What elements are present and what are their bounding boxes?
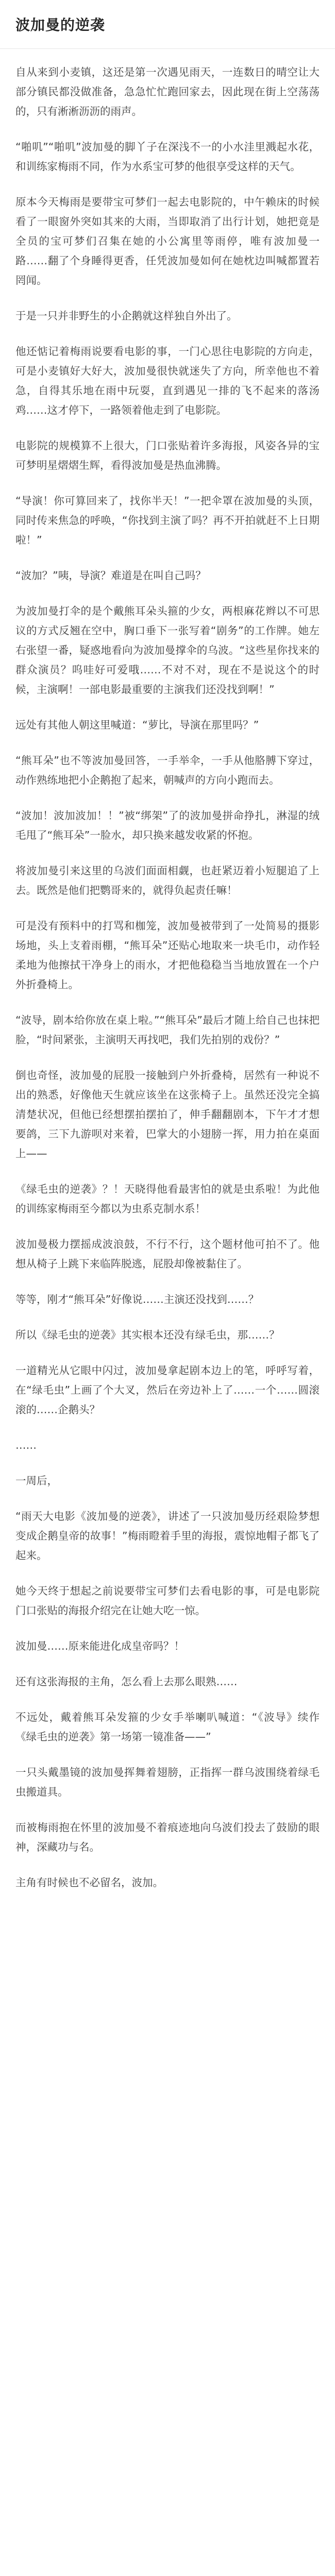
paragraph: 所以《绿毛虫的逆袭》其实根本还没有绿毛虫，那……？ (15, 1329, 280, 1341)
article-header (0, 0, 335, 48)
paragraph: “导演！你可算回来了，找你半天！”一把伞罩在波加曼的头顶，同时传来焦急的呼唤，“你找到主演了吗？再不开拍就赶不上日期啦！” (15, 495, 320, 546)
paragraph: “熊耳朵”也不等波加曼回答，一手举伞，一手从他胳膊下穿过，动作熟练地把小企鹅抱了起来，朝喊声的方向小跑而去。 (15, 754, 320, 786)
paragraph: 《绿毛虫的逆袭》？！天晓得他看最害怕的就是虫系啦！为此他的训练家梅雨至今都以为虫系克制水系！ (15, 1183, 320, 1215)
paragraph: 一周后， (15, 1475, 58, 1487)
paragraph: 等等，刚才“熊耳朵”好像说……主演还没找到……？ (15, 1293, 259, 1306)
paragraph: 他还惦记着梅雨说要看电影的事，一门心思往电影院的方向走，可是小麦镇好大好大，波加曼很快就迷失了方向，所幸他也不着急，自得其乐地在雨中玩耍，直到遇见一排的飞不起来的落汤鸡……这才停下，一路领着他走到了电影院。 (15, 345, 320, 416)
paragraph: 电影院的规模算不上很大，门口张贴着许多海报，风姿各异的宝可梦明星熠熠生辉，看得波加曼是热血沸腾。 (15, 439, 320, 471)
paragraph: 为波加曼打伞的是个戴熊耳朵头箍的少女，两根麻花辫以不可思议的方式反翘在空中，胸口垂下一张写着“剧务”的工作牌。她左右张望一番，疑惑地看向为波加曼撑伞的乌波。“这些星你找来的群众演员？呜哇好可爱哦……不对不对，现在不是说这个的时候，主演啊！一部电影最重要的主演我们还没找到啊！” (15, 605, 320, 696)
article-title: 波加曼的逆袭 (15, 16, 106, 33)
paragraph: 波加曼极力摆摇成波浪鼓，不行不行，这个题材他可拍不了。他想从椅子上跳下来临阵脱逃，屁股却像被黏住了。 (15, 1238, 320, 1270)
paragraph: 可是没有预料中的打骂和枷笼，波加曼被带到了一处简易的摄影场地，头上支着雨棚，“熊耳朵”还贴心地取来一块毛巾，动作轻柔地为他擦拭干净身上的雨水，才把他稳稳当当地放置在一个户外折叠椅上。 (15, 920, 320, 991)
paragraph: 自从来到小麦镇，这还是第一次遇见雨天，一连数日的晴空让大部分镇民都没做准备，急急忙忙跑回家去，因此现在街上空荡荡的，只有淅淅沥沥的雨声。 (15, 66, 320, 117)
paragraph: 而被梅雨抱在怀里的波加曼不着痕迹地向乌波们投去了鼓励的眼神，深藏功与名。 (15, 1821, 320, 1853)
paragraph: 将波加曼引来这里的乌波们面面相觑，也赶紧迈着小短腿追了上去。既然是他们把鹦哥来的，就得负起责任嘛！ (15, 865, 320, 896)
paragraph: 一只头戴墨镜的波加曼挥舞着翅膀，正指挥一群乌波围绕着绿毛虫搬道具。 (15, 1766, 320, 1798)
paragraph: 还有这张海报的主角，怎么看上去那么眼熟…… (15, 1675, 238, 1688)
paragraph: 一道精光从它眼中闪过，波加曼拿起剧本边上的笔，呼呼写着，在“绿毛虫”上画了个大叉，然后在旁边补上了……一个……圆滚滚的……企鹅头？ (15, 1364, 320, 1416)
paragraph: “波导，剧本给你放在桌上啦。”“熊耳朵”最后才随上给自己也抹把脸，“时间紧张，主演明天再找吧，我们先拍别的戏份？” (15, 1014, 320, 1046)
paragraph: “雨天大电影《波加曼的逆袭》，讲述了一只波加曼历经艰险梦想变成企鹅皇帝的故事！”梅雨瞪着手里的海报，震惊地帽子都飞了起来。 (15, 1510, 320, 1562)
paragraph: “啪叽”“啪叽”波加曼的脚丫子在深浅不一的小水洼里溅起水花，和训练家梅雨不同，作为水系宝可梦的他很享受这样的天气。 (15, 141, 320, 173)
paragraph: 原本今天梅雨是要带宝可梦们一起去电影院的，中午赖床的时候看了一眼窗外突如其来的大雨，当即取消了出行计划，她把竟是全员的宝可梦们召集在她的小公寓里等雨停，唯有波加曼一路……翻了个身睡得更香，任凭波加曼如何在她枕边叫喊都置若罔闻。 (15, 196, 320, 286)
article-body (0, 62, 335, 1923)
paragraph: “波加！波加波加！！”被“绑架”了的波加曼拼命挣扎，淋湿的绒毛甩了“熊耳朵”一脸水，却只换来越发收紧的怀抱。 (15, 809, 320, 841)
paragraph: …… (15, 1439, 37, 1451)
paragraph: 主角有时候也不必留名，波加。 (15, 1876, 163, 1889)
paragraph: 于是一只并非野生的小企鹅就这样独自外出了。 (15, 310, 238, 322)
paragraph: 远处有其他人朝这里喊道：“萝比，导演在那里吗？” (15, 719, 259, 731)
paragraph: 她今天终于想起之前说要带宝可梦们去看电影的事，可是电影院门口张贴的海报介绍完在让她大吃一惊。 (15, 1585, 320, 1617)
paragraph: 不远处，戴着熊耳朵发箍的少女手举喇叭喊道：“《波导》续作《绿毛虫的逆袭》第一场第一镜准备——” (15, 1711, 320, 1743)
paragraph: “波加？”咦，导演？难道是在叫自己吗？ (15, 569, 206, 582)
paragraph: 波加曼……原来能进化成皇帝吗？！ (15, 1640, 185, 1652)
paragraph: 倒也奇怪，波加曼的屁股一接触到户外折叠椅，居然有一种说不出的熟悉，好像他天生就应该坐在这张椅子上。虽然还没完全搞清楚状况，但他已经想摆拍摆拍了，伸手翻翻剧本，下午才才想要鸽，三下九游呗对来着，巴掌大的小翅膀一挥，用力拍在桌面上—— (15, 1069, 320, 1160)
header-divider (0, 48, 335, 49)
